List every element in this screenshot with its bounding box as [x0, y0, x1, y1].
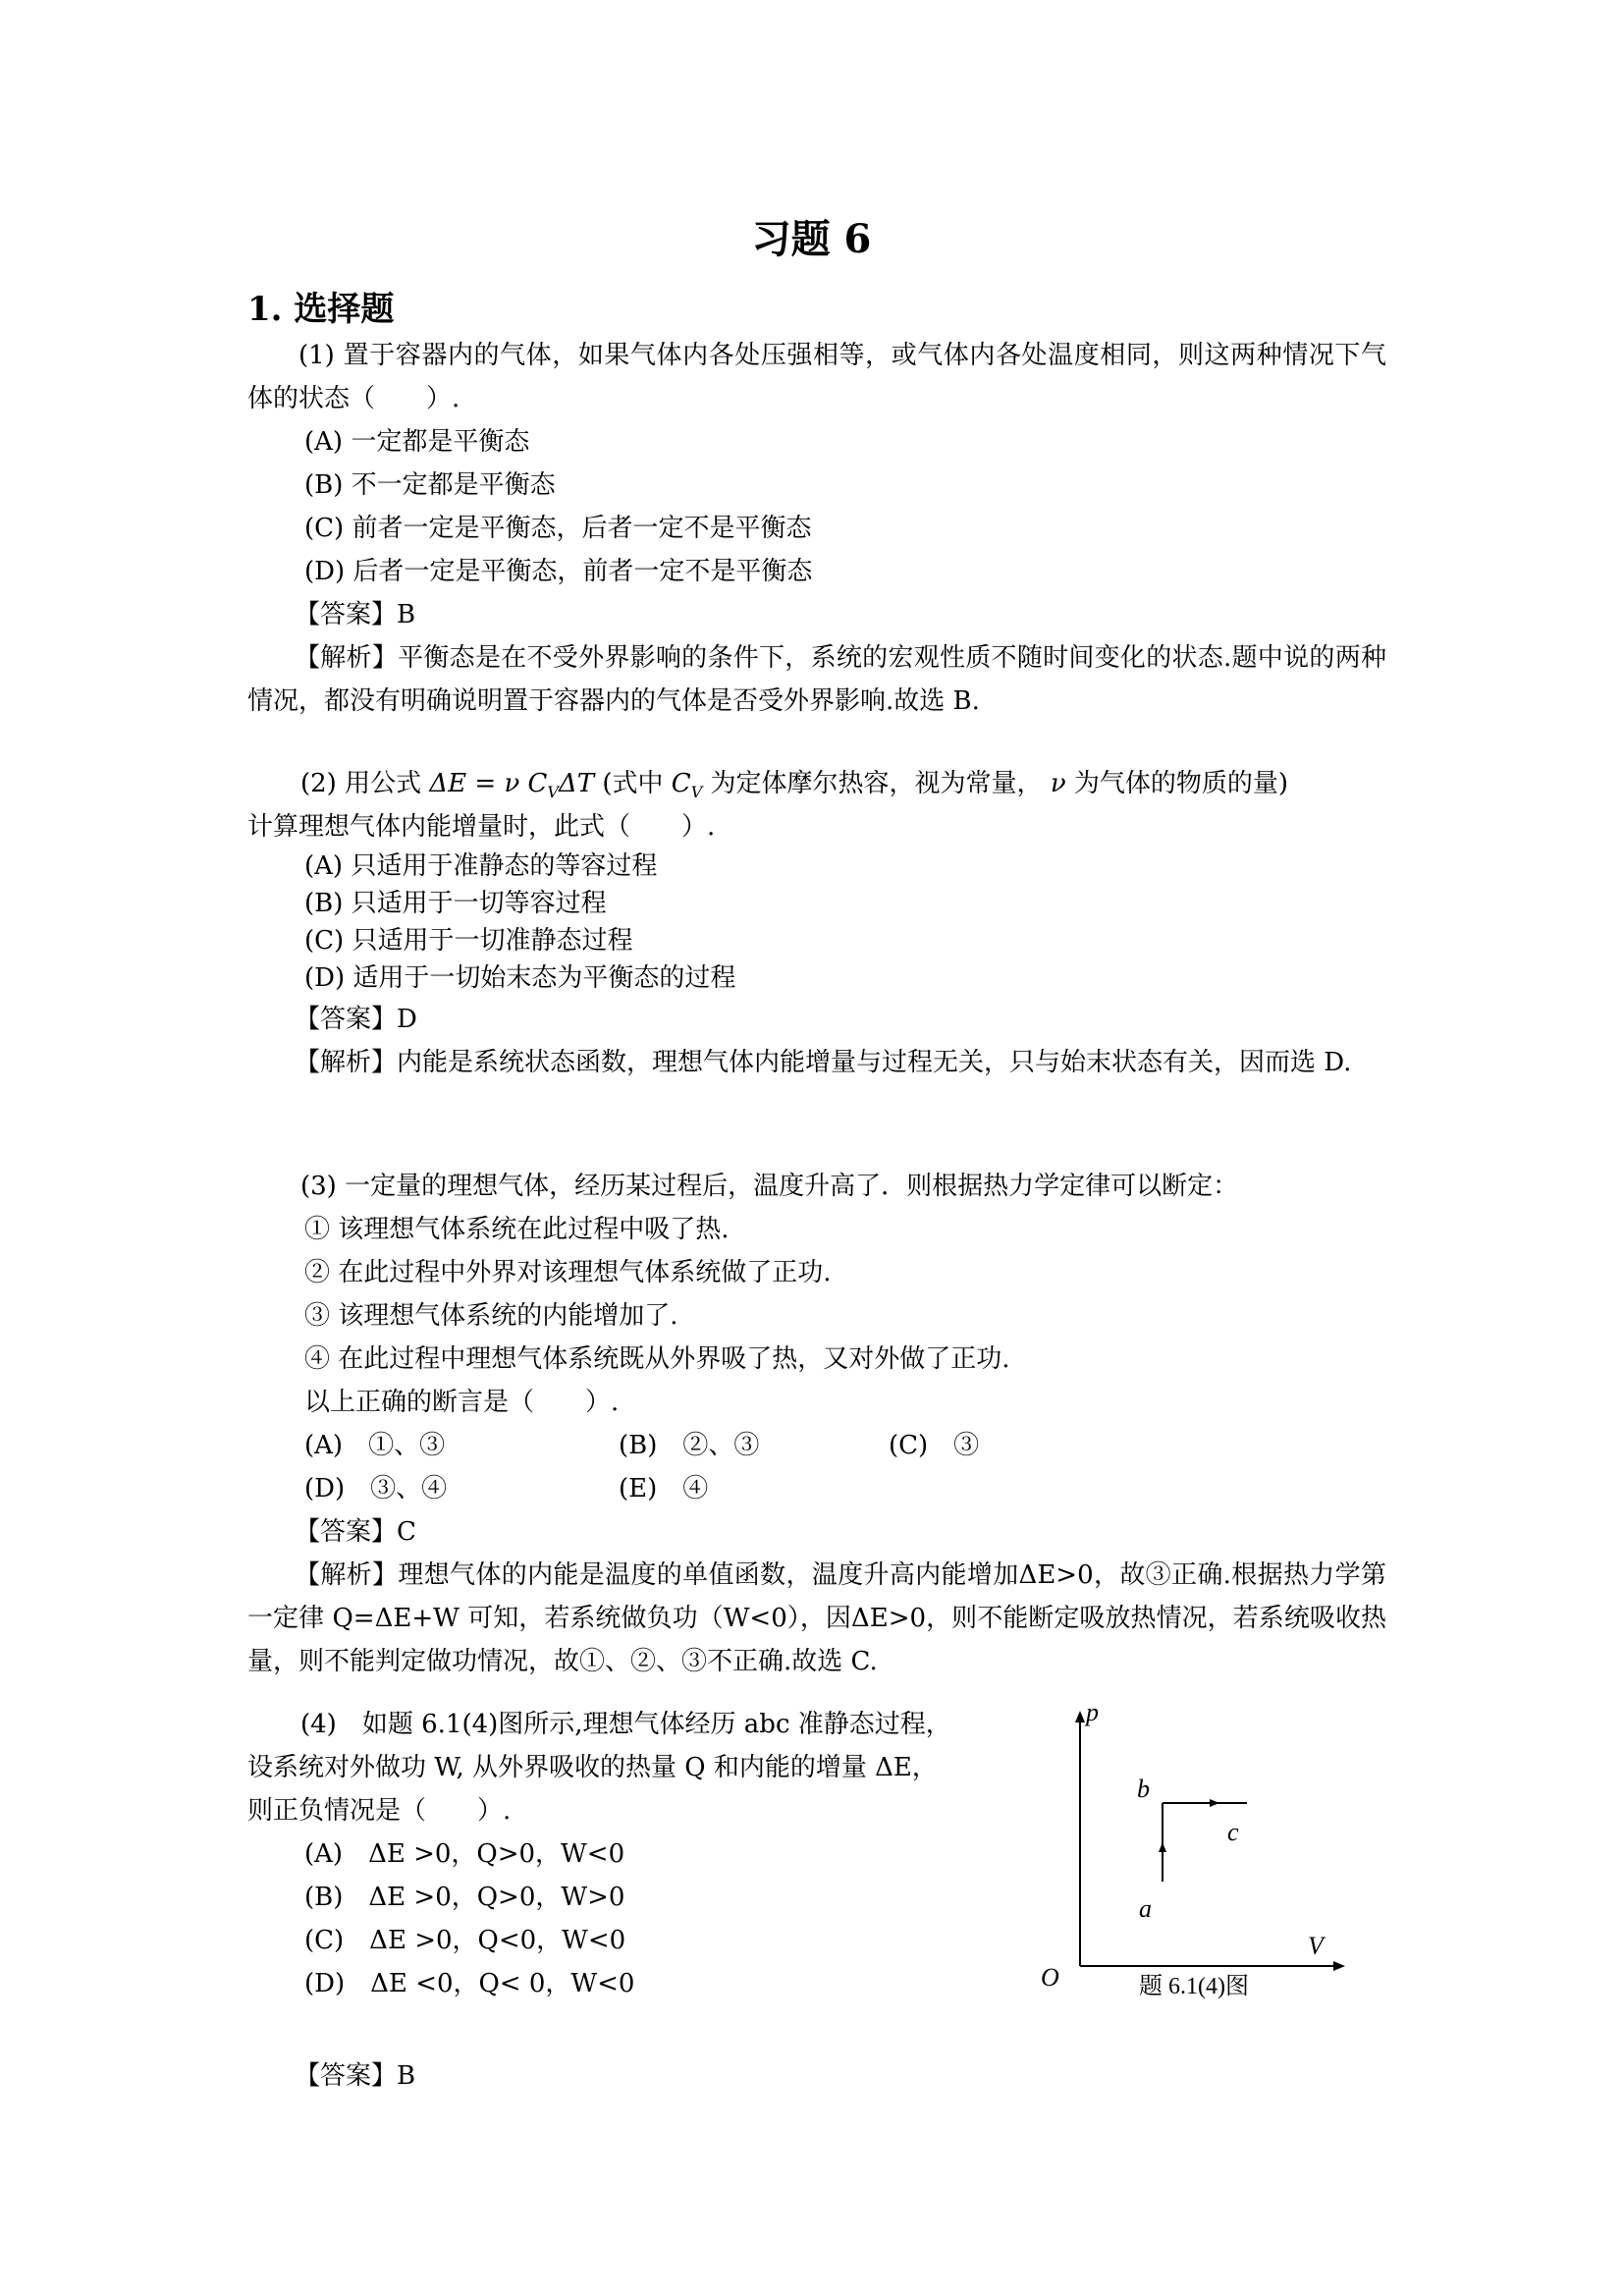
- q3-option-d: (D) ③、④: [304, 1474, 448, 1503]
- q2-stem-line2: 计算理想气体内能增量时，此式（ ）.: [247, 812, 716, 842]
- q1-option-b: (B) 不一定都是平衡态: [304, 470, 556, 500]
- q2-option-d: (D) 适用于一切始末态为平衡态的过程: [304, 963, 736, 993]
- q1-option-d: (D) 后者一定是平衡态，前者一定不是平衡态: [304, 557, 813, 586]
- q1-answer: 【答案】B: [295, 600, 416, 629]
- q4-option-a: (A) ΔE >0，Q>0，W<0: [304, 1839, 625, 1869]
- q2-stem-a: (2) 用公式: [300, 769, 422, 798]
- q4-figure: [1021, 1689, 1355, 2003]
- origin-label: O: [1041, 1963, 1059, 1992]
- q3-statement-2: ② 在此过程中外界对该理想气体系统做了正功.: [304, 1258, 832, 1287]
- q4-option-b: (B) ΔE >0，Q>0，W>0: [304, 1883, 625, 1912]
- q1-stem: (1) 置于容器内的气体，如果气体内各处压强相等，或气体内各处温度相同，则这两种情况下气体的状态（ ）.: [247, 341, 1386, 413]
- section-heading: 1. 选择题: [247, 290, 395, 329]
- q2-nu-symbol: ν: [1050, 769, 1066, 798]
- q3-statement-4: ④ 在此过程中理想气体系统既从外界吸了热，又对外做了正功.: [304, 1344, 1010, 1374]
- page-title: 习题 6: [751, 216, 872, 262]
- q2-option-c: (C) 只适用于一切准静态过程: [304, 926, 633, 956]
- q2-answer: 【答案】D: [295, 1005, 417, 1034]
- q4-option-d: (D) ΔE <0，Q< 0，W<0: [304, 1969, 635, 1998]
- q3-prompt: 以上正确的断言是（ ）.: [304, 1388, 620, 1417]
- q3-analysis: 【解析】理想气体的内能是温度的单值函数，温度升高内能增加ΔE>0，故③正确.根据热力学第一定律 Q=ΔE+W 可知，若系统做负功（W<0），因ΔE>0，则不能断定吸放热情况，若系统吸收热量，则不能判定做功情况，故①、②、③不正确.故选 C.: [247, 1560, 1386, 1676]
- q3-statement-1: ① 该理想气体系统在此过程中吸了热.: [304, 1215, 730, 1244]
- point-a-label: a: [1139, 1894, 1152, 1923]
- q4-answer: 【答案】B: [295, 2061, 416, 2091]
- q2-cv-symbol: $C_V$: [671, 769, 703, 802]
- q4-stem-line3: 则正负情况是（ ）.: [247, 1796, 512, 1826]
- q3-statement-3: ③ 该理想气体系统的内能增加了.: [304, 1301, 678, 1331]
- q2-stem-d: 为气体的物质的量): [1073, 769, 1289, 798]
- q1-option-c: (C) 前者一定是平衡态，后者一定不是平衡态: [304, 514, 812, 543]
- q1-analysis: 【解析】平衡态是在不受外界影响的条件下，系统的宏观性质不随时间变化的状态.题中说的两种情况，都没有明确说明置于容器内的气体是否受外界影响.故选 B.: [247, 643, 1386, 716]
- q2-option-b: (B) 只适用于一切等容过程: [304, 889, 607, 918]
- point-b-label: b: [1137, 1775, 1150, 1803]
- figure-caption: 题 6.1(4)图: [1139, 1974, 1249, 1999]
- v-axis-label: V: [1308, 1932, 1324, 1960]
- q3-option-c: (C) ③: [889, 1431, 980, 1460]
- q2-formula: ΔE = ν $C_V\Delta T$: [429, 769, 595, 802]
- q4-option-c: (C) ΔE >0，Q<0，W<0: [304, 1926, 626, 1955]
- q1-option-a: (A) 一定都是平衡态: [304, 427, 530, 457]
- q4-stem-line1: (4) 如题 6.1(4)图所示,理想气体经历 abc 准静态过程，: [300, 1710, 951, 1739]
- point-c-label: c: [1227, 1818, 1239, 1846]
- q4-stem-line2: 设系统对外做功 W, 从外界吸收的热量 Q 和内能的增量 ΔE，: [247, 1753, 938, 1782]
- q3-answer: 【答案】C: [295, 1517, 416, 1547]
- q2-stem-b: (式中: [602, 769, 664, 798]
- p-axis-label: p: [1086, 1698, 1099, 1726]
- q3-option-a: (A) ①、③: [304, 1431, 446, 1460]
- q2-stem-c: 为定体摩尔热容，视为常量，: [710, 769, 1043, 798]
- q3-stem: (3) 一定量的理想气体，经历某过程后，温度升高了．则根据热力学定律可以断定：: [300, 1172, 1239, 1201]
- q2-analysis: 【解析】内能是系统状态函数，理想气体内能增量与过程无关，只与始末状态有关，因而选 D.: [295, 1048, 1352, 1077]
- q3-option-b: (B) ②、③: [619, 1431, 760, 1460]
- q3-option-e: (E) ④: [619, 1474, 709, 1503]
- q2-option-a: (A) 只适用于准静态的等容过程: [304, 851, 658, 881]
